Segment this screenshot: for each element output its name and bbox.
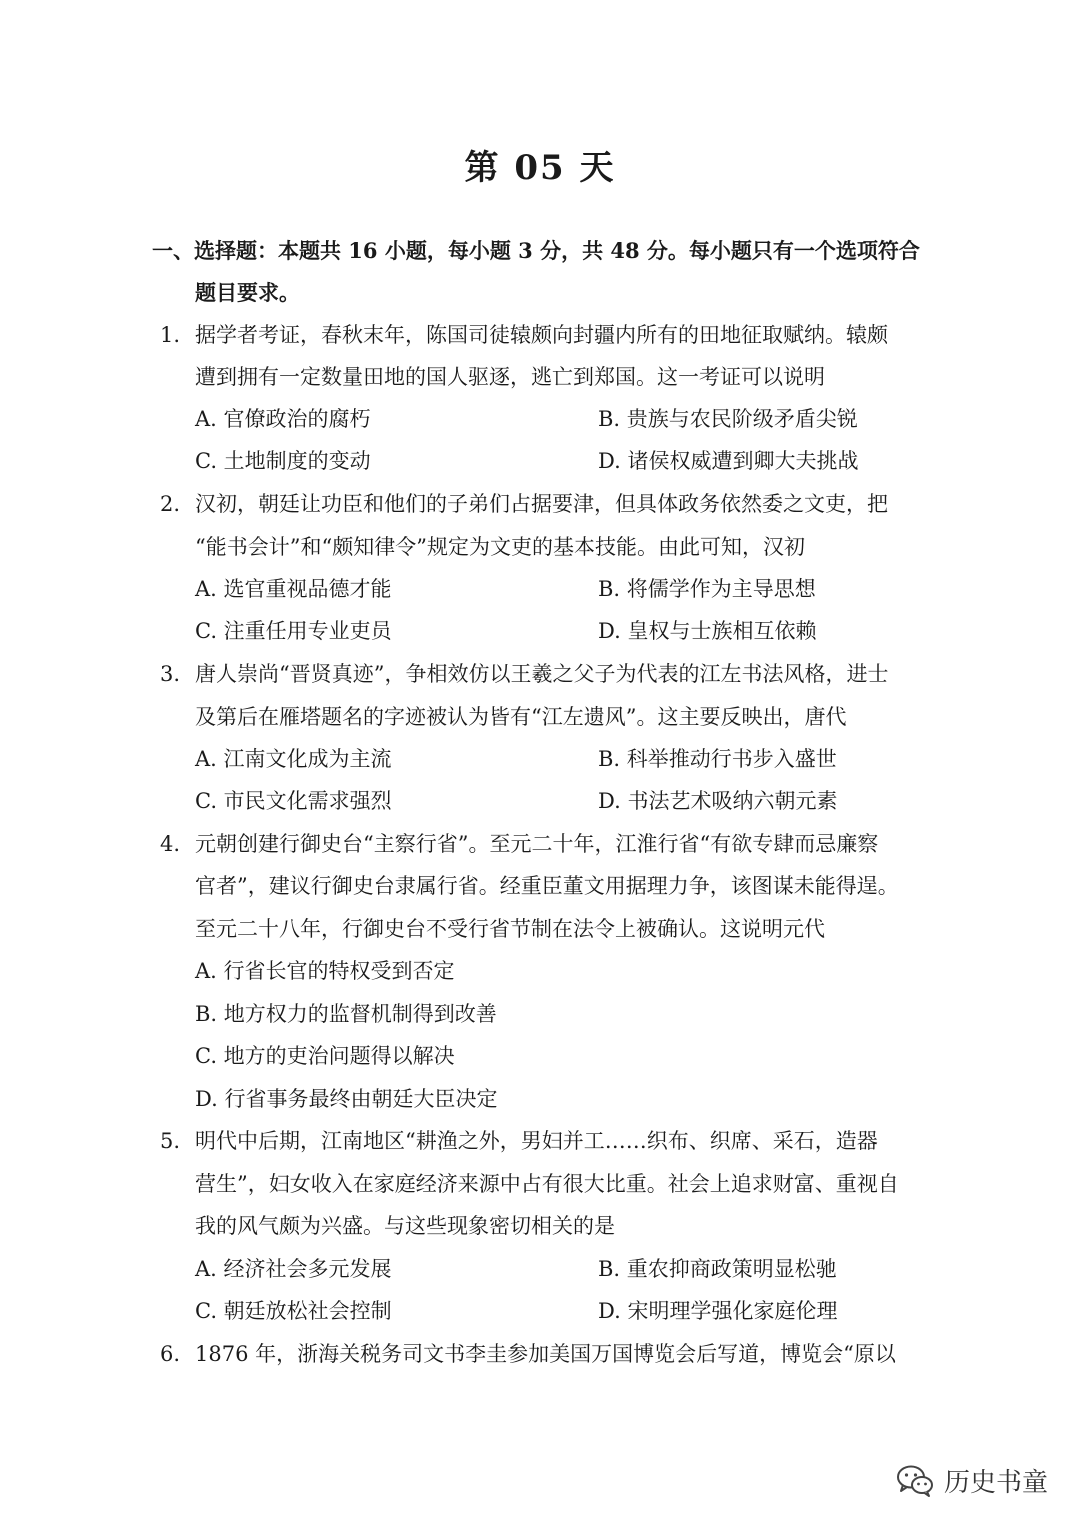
option-b: B. 将儒学作为主导思想 [598, 577, 816, 601]
page-title: 第 05 天 [464, 148, 616, 188]
option-d: D. 书法艺术吸纳六朝元素 [598, 789, 838, 813]
option-d: D. 行省事务最终由朝廷大臣决定 [195, 1087, 498, 1111]
option-a: A. 江南文化成为主流 [195, 747, 392, 771]
question-text: 及第后在雁塔题名的字迹被认为皆有“江左遗风”。这主要反映出，唐代 [195, 705, 847, 729]
option-c: C. 朝廷放松社会控制 [195, 1299, 392, 1323]
section-heading: 一、选择题：本题共 16 小题，每小题 3 分，共 48 分。每小题只有一个选项符合 [152, 238, 920, 263]
option-c: C. 市民文化需求强烈 [195, 789, 392, 813]
question-number: 5. [160, 1129, 181, 1153]
wechat-icon [896, 1464, 934, 1498]
option-d: D. 诸侯权威遭到卿大夫挑战 [598, 449, 859, 473]
watermark-text: 历史书童 [943, 1468, 1048, 1498]
question-number: 6. [160, 1342, 181, 1366]
question-text: 元朝创建行御史台“主察行省”。至元二十年，江淮行省“有欲专肆而忌廉察 [195, 832, 879, 856]
question-text: 遭到拥有一定数量田地的国人驱逐，逃亡到郑国。这一考证可以说明 [195, 365, 825, 389]
question-number: 2. [160, 492, 181, 516]
option-d: D. 宋明理学强化家庭伦理 [598, 1299, 838, 1323]
section-heading-continued: 题目要求。 [195, 280, 300, 305]
option-c: C. 地方的吏治问题得以解决 [195, 1044, 455, 1068]
question-text: 据学者考证，春秋末年，陈国司徒辕颇向封疆内所有的田地征取赋纳。辕颇 [195, 323, 888, 347]
question-text: 唐人崇尚“晋贤真迹”，争相效仿以王羲之父子为代表的江左书法风格，进士 [195, 662, 889, 686]
question-text: 1876 年，浙海关税务司文书李圭参加美国万国博览会后写道，博览会“原以 [195, 1342, 896, 1366]
question-text: 明代中后期，江南地区“耕渔之外，男妇并工……织布、织席、采石，造器 [195, 1129, 878, 1153]
question-number: 4. [160, 832, 181, 856]
option-a: A. 经济社会多元发展 [195, 1257, 392, 1281]
watermark [896, 1462, 1048, 1499]
option-a: A. 行省长官的特权受到否定 [195, 959, 455, 983]
question-number: 3. [160, 662, 181, 686]
option-b: B. 重农抑商政策明显松驰 [598, 1257, 837, 1281]
option-a: A. 官僚政治的腐朽 [195, 407, 371, 431]
option-c: C. 注重任用专业吏员 [195, 619, 392, 643]
question-text: 营生”，妇女收入在家庭经济来源中占有很大比重。社会上追求财富、重视自 [195, 1172, 899, 1196]
question-text: 汉初，朝廷让功臣和他们的子弟们占据要津，但具体政务依然委之文吏，把 [195, 492, 888, 516]
question-text: 至元二十八年，行御史台不受行省节制在法令上被确认。这说明元代 [195, 917, 825, 941]
question-number: 1. [160, 323, 181, 347]
option-a: A. 选官重视品德才能 [195, 577, 392, 601]
question-text: 官者”，建议行御史台隶属行省。经重臣董文用据理力争，该图谋未能得逞。 [195, 874, 899, 898]
option-c: C. 土地制度的变动 [195, 449, 371, 473]
option-b: B. 贵族与农民阶级矛盾尖锐 [598, 407, 858, 431]
option-b: B. 科举推动行书步入盛世 [598, 747, 837, 771]
option-d: D. 皇权与士族相互依赖 [598, 619, 817, 643]
option-b: B. 地方权力的监督机制得到改善 [195, 1002, 497, 1026]
question-text: “能书会计”和“颇知律令”规定为文吏的基本技能。由此可知，汉初 [195, 535, 805, 559]
question-text: 我的风气颇为兴盛。与这些现象密切相关的是 [195, 1214, 615, 1238]
